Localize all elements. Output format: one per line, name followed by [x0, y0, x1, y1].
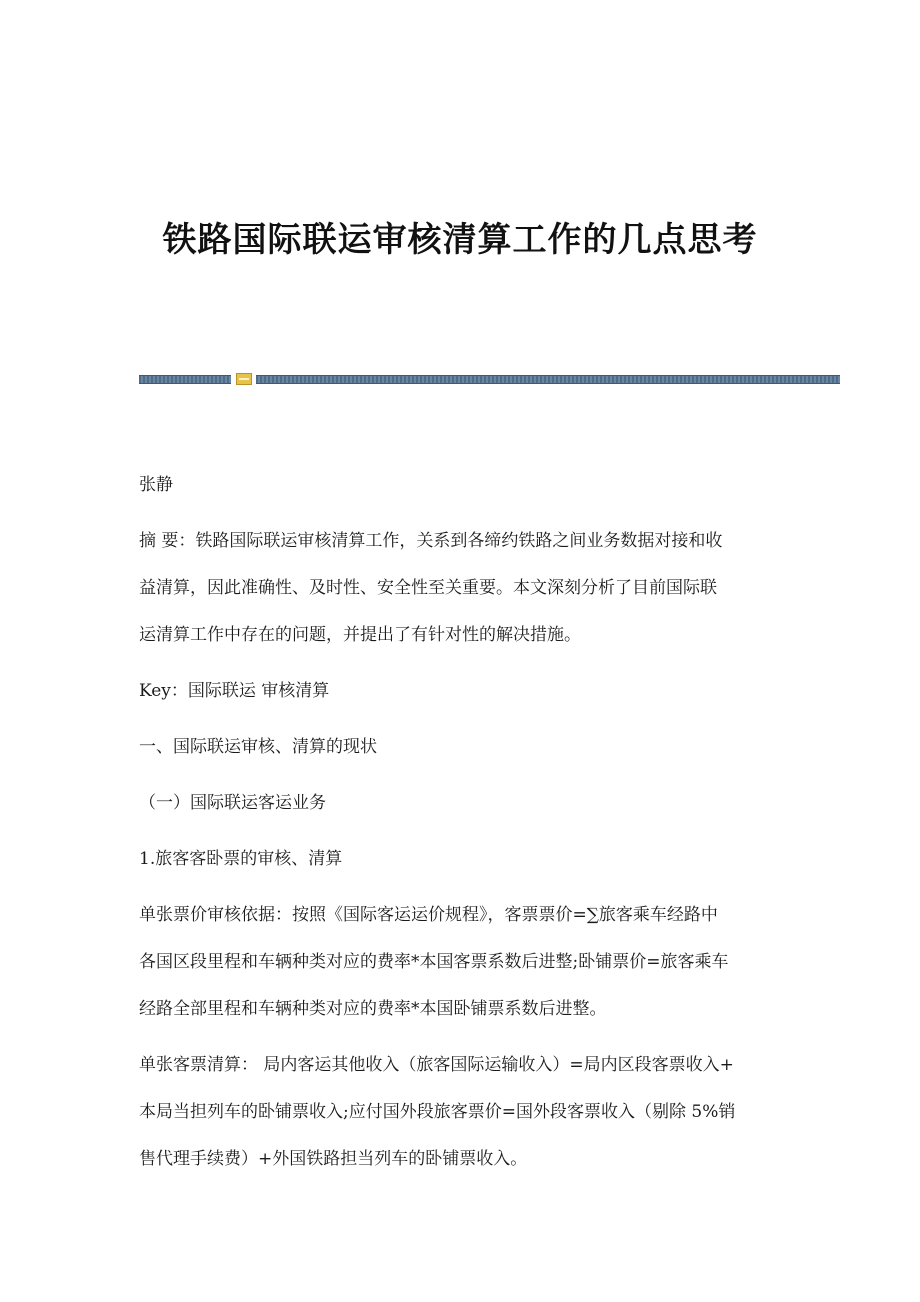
paragraph-line: 单张客票清算： 局内客运其他收入（旅客国际运输收入）=局内区段客票收入+ [139, 1055, 734, 1075]
paragraph-line: 经路全部里程和车辆种类对应的费率*本国卧铺票系数后进整。 [139, 999, 607, 1019]
paragraph-line: 售代理手续费）+外国铁路担当列车的卧铺票收入。 [139, 1149, 528, 1169]
abstract-line: 益清算，因此准确性、及时性、安全性至关重要。本文深刻分析了目前国际联 [139, 578, 717, 598]
subsection-heading: （一）国际联运客运业务 [139, 793, 326, 813]
keywords-line: Key：国际联运 审核清算 [139, 681, 330, 701]
paragraph-line: 各国区段里程和车辆种类对应的费率*本国客票系数后进整;卧铺票价=旅客乘车 [139, 952, 729, 972]
paragraph-line: 本局当担列车的卧铺票收入;应付国外段旅客票价=国外段客票收入（剔除 5%销 [139, 1102, 736, 1122]
item-heading: 1.旅客客卧票的审核、清算 [139, 849, 343, 869]
document-body [139, 462, 789, 1183]
section-heading: 一、国际联运审核、清算的现状 [139, 737, 377, 757]
divider-ornament-icon [236, 373, 252, 385]
paragraph-line: 单张票价审核依据：按照《国际客运运价规程》，客票票价=∑旅客乘车经路中 [139, 905, 718, 925]
title-divider-right [256, 375, 840, 384]
title-divider-left [139, 375, 231, 384]
abstract-line: 摘 要：铁路国际联运审核清算工作，关系到各缔约铁路之间业务数据对接和收 [139, 531, 723, 551]
author-name: 张静 [139, 475, 173, 495]
document-title: 铁路国际联运审核清算工作的几点思考 [162, 220, 758, 260]
abstract-line: 运清算工作中存在的问题，并提出了有针对性的解决措施。 [139, 625, 581, 645]
